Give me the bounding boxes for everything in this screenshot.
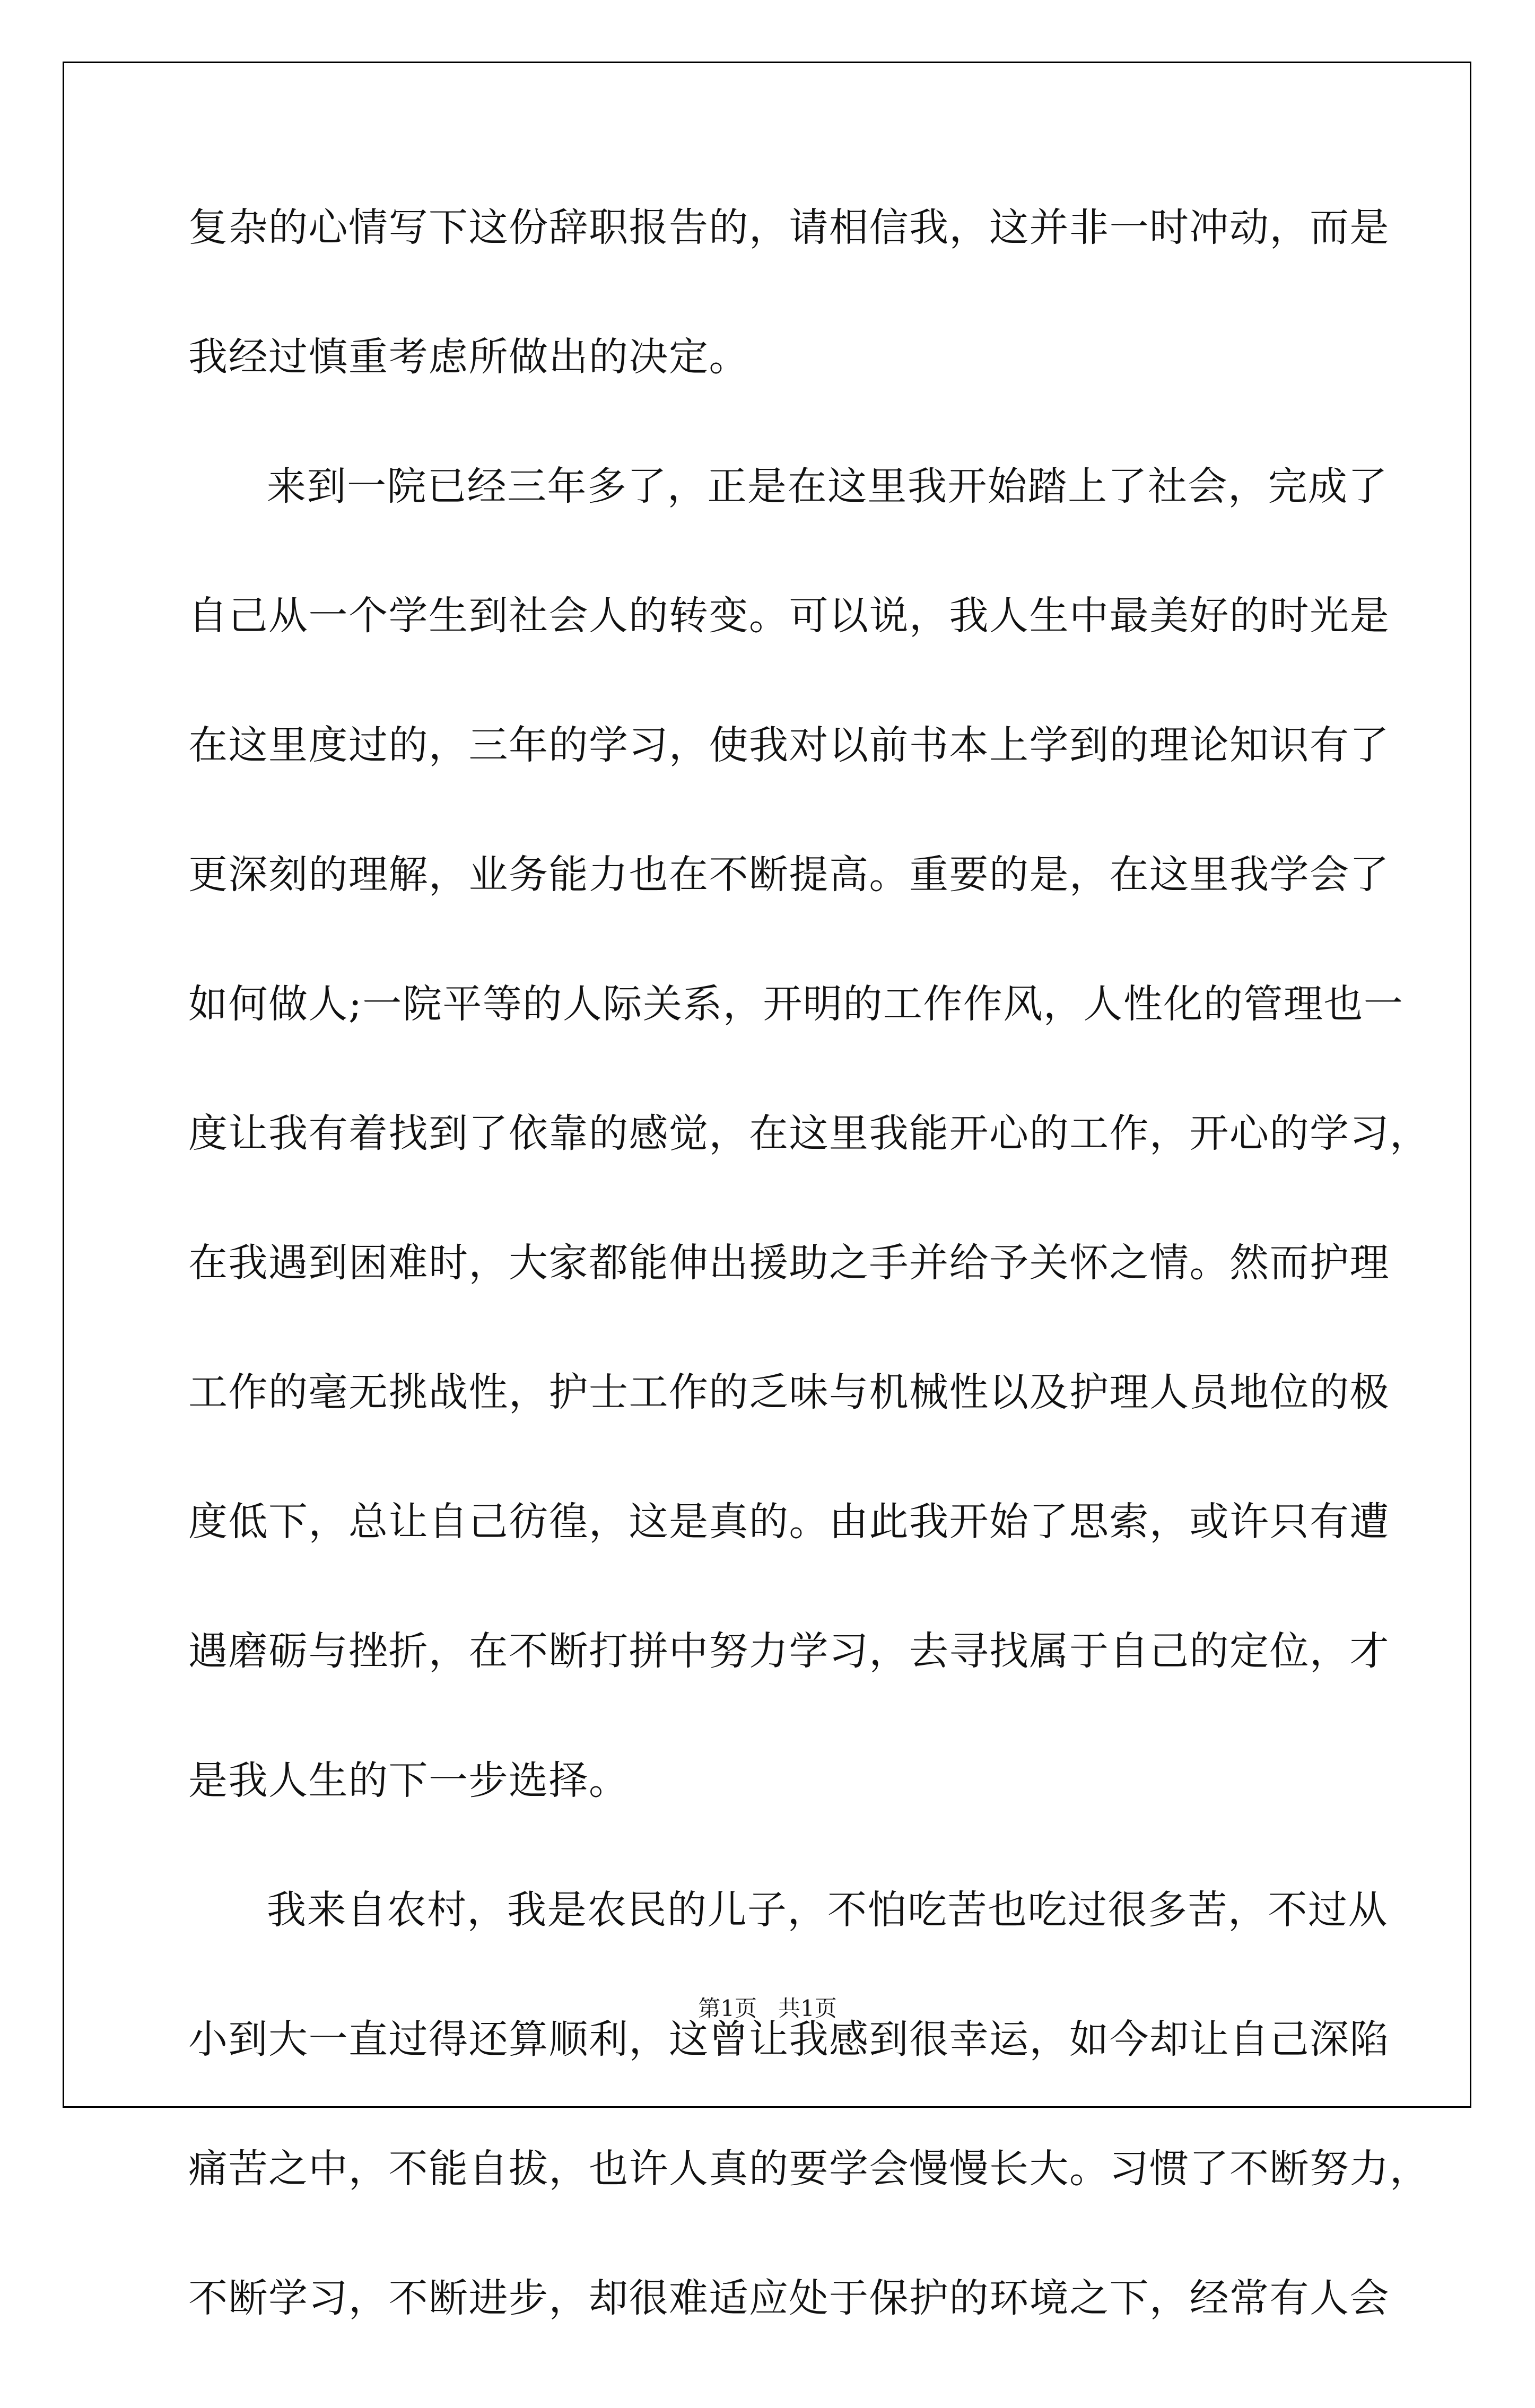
text-line: 是我人生的下一步选择。 (188, 1758, 629, 1803)
text-line: 工作的毫无挑战性，护士工作的乏味与机械性以及护理人员地位的极 (188, 1369, 1390, 1415)
text-line: 在这里度过的，三年的学习，使我对以前书本上学到的理论知识有了 (188, 722, 1390, 768)
text-line: 来到一院已经三年多了，正是在这里我开始踏上了社会，完成了 (267, 464, 1388, 509)
text-line: 小到大一直过得还算顺利，这曾让我感到很幸运，如今却让自己深陷 (188, 2017, 1390, 2062)
text-line: 如何做人;一院平等的人际关系，开明的工作作风，人性化的管理也一 (188, 981, 1404, 1027)
text-line: 度让我有着找到了依靠的感觉，在这里我能开心的工作，开心的学习， (188, 1111, 1430, 1156)
text-line: 更深刻的理解，业务能力也在不断提高。重要的是，在这里我学会了 (188, 852, 1390, 897)
text-line: 复杂的心情写下这份辞职报告的，请相信我，这并非一时冲动，而是 (188, 205, 1390, 250)
text-line: 自己从一个学生到社会人的转变。可以说，我人生中最美好的时光是 (188, 593, 1390, 639)
text-line: 我来自农村，我是农民的儿子，不怕吃苦也吃过很多苦，不过从 (267, 1887, 1388, 1933)
text-line: 不断学习，不断进步，却很难适应处于保护的环境之下，经常有人会 (188, 2275, 1390, 2321)
document-body (188, 205, 1430, 2408)
text-line: 遇磨砺与挫折，在不断打拼中努力学习，去寻找属于自己的定位，才 (188, 1628, 1390, 1674)
text-line: 我经过慎重考虑所做出的决定。 (188, 334, 749, 380)
text-line: 度低下，总让自己彷徨，这是真的。由此我开始了思索，或许只有遭 (188, 1499, 1390, 1545)
page-number-footer: 第1页 共1页 (698, 1995, 837, 2021)
text-line: 在我遇到困难时，大家都能伸出援助之手并给予关怀之情。然而护理 (188, 1240, 1390, 1286)
text-line: 痛苦之中，不能自拔，也许人真的要学会慢慢长大。习惯了不断努力， (188, 2146, 1430, 2192)
